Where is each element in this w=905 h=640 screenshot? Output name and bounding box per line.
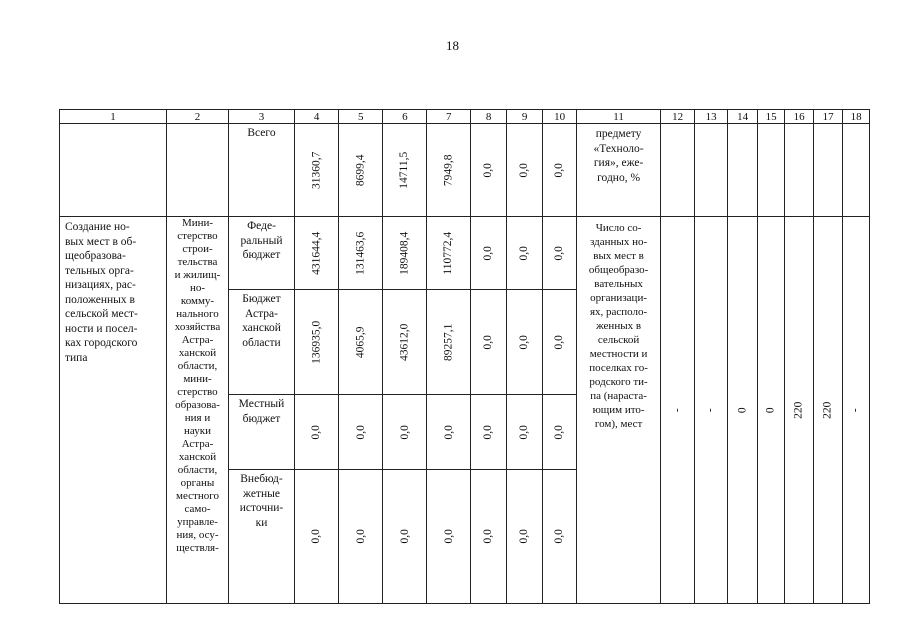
value-cell: 189408,4 — [383, 217, 427, 290]
value-cell: 0,0 — [471, 217, 507, 290]
value-cell: 0,0 — [507, 290, 543, 395]
empty-cell — [843, 124, 870, 217]
funding-source: Бюджет Астра- ханской области — [229, 290, 295, 395]
target-value: - — [843, 217, 870, 604]
value-cell: 136935,0 — [295, 290, 339, 395]
funding-row-federal — [60, 217, 870, 290]
value-cell: 110772,4 — [427, 217, 471, 290]
value-cell: 89257,1 — [427, 290, 471, 395]
indicator-continuation: предмету «Техноло- гия», еже- годно, % — [577, 124, 661, 217]
header-row — [60, 110, 870, 124]
value-cell: 0,0 — [543, 470, 577, 604]
empty-cell — [785, 124, 814, 217]
header-cell: 4 — [295, 110, 339, 124]
header-cell: 10 — [543, 110, 577, 124]
empty-cell — [167, 124, 229, 217]
header-cell: 13 — [695, 110, 728, 124]
header-cell: 17 — [814, 110, 843, 124]
value-cell: 0,0 — [507, 217, 543, 290]
value-cell: 0,0 — [383, 470, 427, 604]
value-cell: 0,0 — [507, 124, 543, 217]
target-value: 220 — [785, 217, 814, 604]
funding-source: Феде- ральный бюджет — [229, 217, 295, 290]
empty-cell — [661, 124, 695, 217]
value-cell: 0,0 — [339, 470, 383, 604]
header-cell: 5 — [339, 110, 383, 124]
executor: Мини- стерство строи- тельства и жилищ- но- комму- нального хозяйства Астра- ханской области, мини- стерство образова- ния и науки Астра- ханской области, органы местного само- управле- ния, осу- ществля- — [167, 217, 229, 604]
value-cell: 431644,4 — [295, 217, 339, 290]
value-cell: 4065,9 — [339, 290, 383, 395]
value-cell: 0,0 — [543, 124, 577, 217]
header-cell: 15 — [758, 110, 785, 124]
empty-cell — [60, 124, 167, 217]
value-cell: 8699,4 — [339, 124, 383, 217]
value-cell: 0,0 — [295, 395, 339, 470]
value-cell: 0,0 — [543, 290, 577, 395]
value-cell: 0,0 — [295, 470, 339, 604]
value-cell: 0,0 — [427, 395, 471, 470]
empty-cell — [814, 124, 843, 217]
value-cell: 0,0 — [507, 395, 543, 470]
header-cell: 9 — [507, 110, 543, 124]
value-cell: 14711,5 — [383, 124, 427, 217]
value-cell: 0,0 — [339, 395, 383, 470]
value-cell: 43612,0 — [383, 290, 427, 395]
value-cell: 0,0 — [471, 124, 507, 217]
value-cell: 0,0 — [471, 470, 507, 604]
program-table — [59, 109, 870, 604]
value-cell: 0,0 — [471, 395, 507, 470]
value-cell: 0,0 — [383, 395, 427, 470]
value-cell: 0,0 — [543, 395, 577, 470]
target-value: 0 — [728, 217, 758, 604]
funding-source: Внебюд- жетные источни- ки — [229, 470, 295, 604]
header-cell: 2 — [167, 110, 229, 124]
target-indicator: Число со- зданных но- вых мест в общеобразо- вательных организаци- ях, располо- женных в сельской местности и поселках го- родского ти- па (нараста- ющим ито- гом), мест — [577, 217, 661, 604]
value-cell: 31360,7 — [295, 124, 339, 217]
value-cell: 131463,6 — [339, 217, 383, 290]
header-cell: 18 — [843, 110, 870, 124]
header-cell: 14 — [728, 110, 758, 124]
value-cell: 7949,8 — [427, 124, 471, 217]
target-value: 0 — [758, 217, 785, 604]
value-cell: 0,0 — [471, 290, 507, 395]
header-cell: 12 — [661, 110, 695, 124]
header-cell: 16 — [785, 110, 814, 124]
target-value: - — [695, 217, 728, 604]
target-value: 220 — [814, 217, 843, 604]
empty-cell — [728, 124, 758, 217]
empty-cell — [758, 124, 785, 217]
header-cell: 3 — [229, 110, 295, 124]
header-cell: 11 — [577, 110, 661, 124]
header-cell: 1 — [60, 110, 167, 124]
empty-cell — [695, 124, 728, 217]
funding-source: Местный бюджет — [229, 395, 295, 470]
page-number: 18 — [446, 38, 459, 53]
header-cell: 8 — [471, 110, 507, 124]
header-cell: 7 — [427, 110, 471, 124]
value-cell: 0,0 — [507, 470, 543, 604]
total-row — [60, 124, 870, 217]
measure-name: Создание но- вых мест в об- щеобразова- тельных орга- низациях, рас- положенных в сельской мест- ности и посел- ках городского типа — [60, 217, 167, 604]
target-value: - — [661, 217, 695, 604]
funding-source-total: Всего — [229, 124, 295, 217]
value-cell: 0,0 — [543, 217, 577, 290]
value-cell: 0,0 — [427, 470, 471, 604]
header-cell: 6 — [383, 110, 427, 124]
